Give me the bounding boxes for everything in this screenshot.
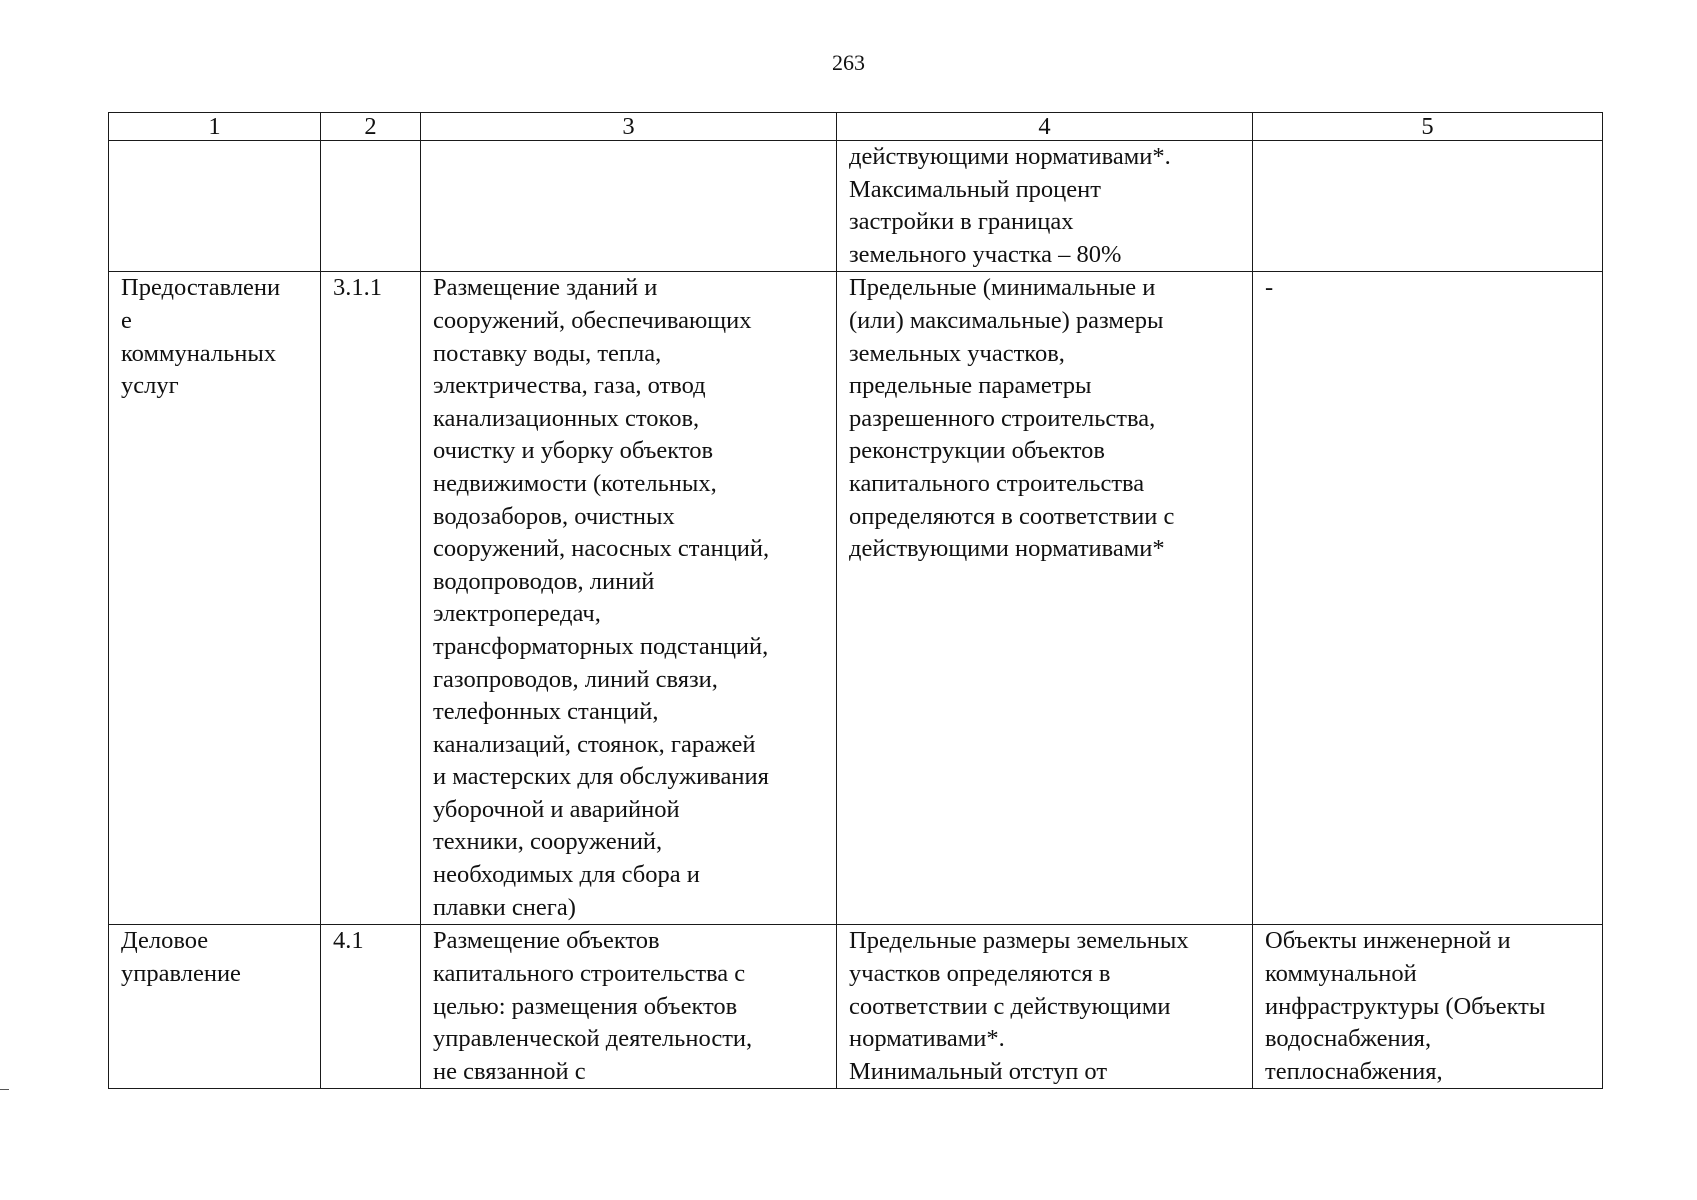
table-row bbox=[109, 272, 1603, 925]
land-use-table bbox=[108, 112, 1603, 1089]
cell-text: 4.1 bbox=[333, 927, 364, 955]
column-header-1: 1 bbox=[109, 113, 321, 141]
table-row bbox=[109, 925, 1603, 1089]
cell-text: Размещение зданий и сооружений, обеспечивающих поставку воды, тепла, электричества, газа, отвод канализационных стоков, очистку и уборку объектов недвижимости (котельных, водозаборов, очистных сооружений, насосных станций, водопроводов, линий электропередач, трансформаторных подстанций, газопроводов, линий связи, телефонных станций, канализаций, стоянок, гаражей и мастерских для обслуживания уборочной и аварийной техники, сооружений, необходимых для сбора и плавки снега) bbox=[433, 274, 770, 921]
page-number: 263 bbox=[832, 50, 865, 75]
cell-restrictions bbox=[1253, 925, 1603, 1089]
cell-use-description bbox=[421, 272, 837, 925]
table-row bbox=[109, 141, 1603, 272]
cell-use-code bbox=[321, 272, 421, 925]
cell-text: Деловое управление bbox=[121, 927, 241, 987]
cell-text: Предоставлени е коммунальных услуг bbox=[121, 274, 281, 400]
cell-restrictions bbox=[1253, 141, 1603, 272]
cell-use-name bbox=[109, 141, 321, 272]
column-header-5: 5 bbox=[1253, 113, 1603, 141]
column-header-4: 4 bbox=[837, 113, 1253, 141]
cell-text: Предельные размеры земельных участков определяются в соответствии с действующими нормативами*. Минимальный отступ от bbox=[849, 927, 1189, 1085]
cell-use-description bbox=[421, 141, 837, 272]
cell-parameters bbox=[837, 925, 1253, 1089]
cell-text: Размещение объектов капитального строительства с целью: размещения объектов управленческой деятельности, не связанной с bbox=[433, 927, 753, 1085]
cell-text: Объекты инженерной и коммунальной инфраструктуры (Объекты водоснабжения, теплоснабжения, bbox=[1265, 927, 1546, 1085]
cell-use-name bbox=[109, 272, 321, 925]
cell-text: 3.1.1 bbox=[333, 274, 382, 302]
cell-use-code bbox=[321, 925, 421, 1089]
cell-restrictions bbox=[1253, 272, 1603, 925]
margin-tick-mark bbox=[0, 1089, 9, 1090]
cell-text: действующими нормативами*. Максимальный процент застройки в границах земельного участка – 80% bbox=[849, 143, 1171, 268]
cell-use-name bbox=[109, 925, 321, 1089]
cell-parameters bbox=[837, 272, 1253, 925]
cell-use-description bbox=[421, 925, 837, 1089]
column-header-2: 2 bbox=[321, 113, 421, 141]
cell-parameters bbox=[837, 141, 1253, 272]
table-header-row bbox=[109, 113, 1603, 141]
cell-text: - bbox=[1265, 274, 1274, 302]
cell-text: Предельные (минимальные и (или) максимальные) размеры земельных участков, предельные параметры разрешенного строительства, реконструкции объектов капитального строительства определяются в соответствии с действующими нормативами* bbox=[849, 274, 1175, 563]
column-header-3: 3 bbox=[421, 113, 837, 141]
cell-use-code bbox=[321, 141, 421, 272]
